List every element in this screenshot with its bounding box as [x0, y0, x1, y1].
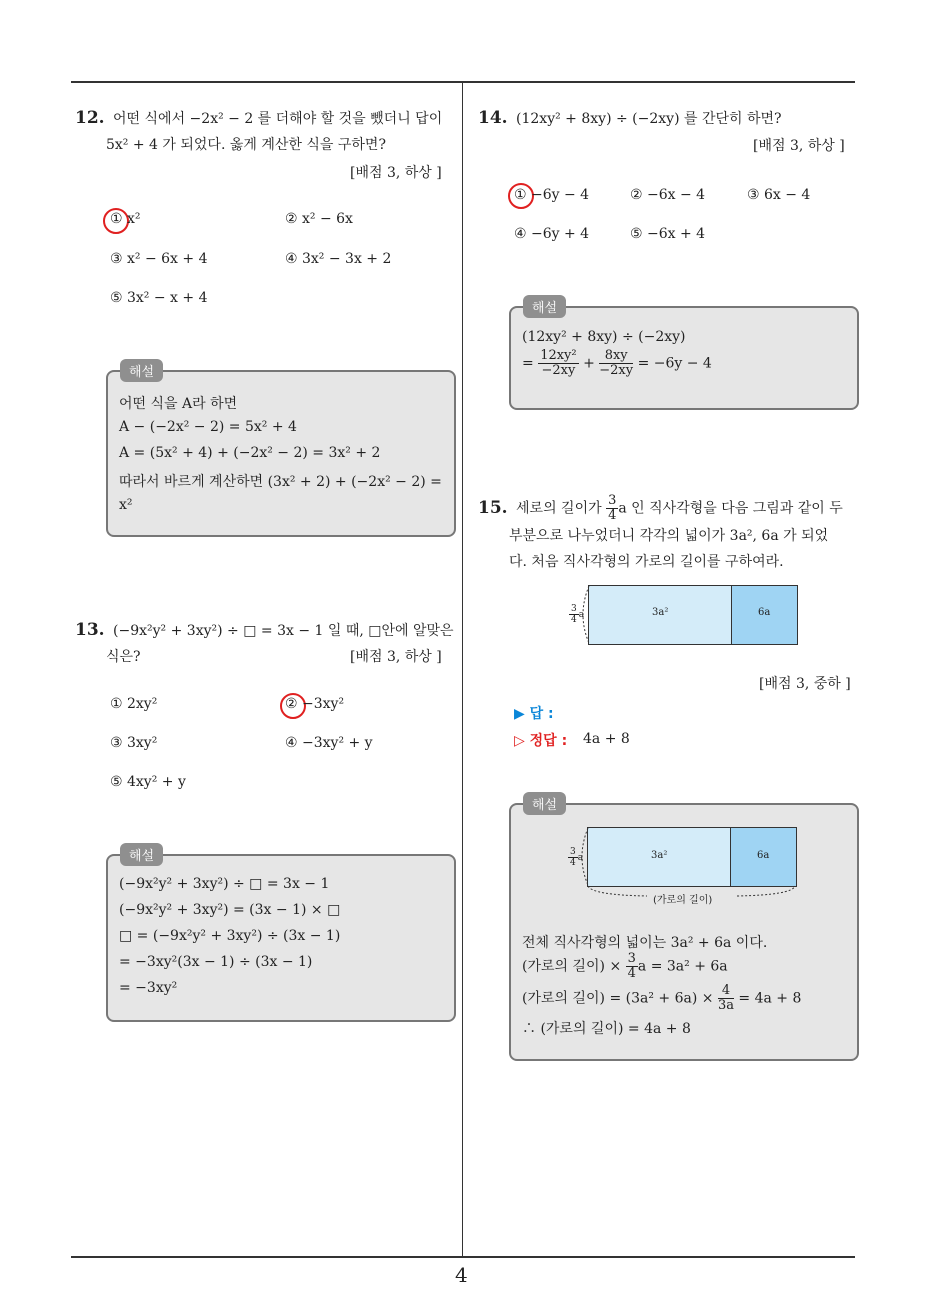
fraction [626, 952, 638, 981]
question-number: 13. [75, 620, 105, 640]
numerator: 12xy² [540, 348, 577, 363]
solution-line: 어떤 식을 A라 하면 [119, 396, 238, 412]
question-12 [75, 105, 455, 158]
result: = −6y − 4 [637, 355, 712, 372]
solution-line [522, 952, 728, 981]
question-number: 12. [75, 108, 105, 128]
solution-tag: 해설 [120, 843, 163, 866]
solution-line: A = (5x² + 4) + (−2x² − 2) = 3x² + 2 [119, 445, 381, 461]
denominator: 4 [608, 508, 617, 523]
option-4[interactable]: ④ 3x² − 3x + 2 [285, 251, 392, 267]
numerator: 8xy [599, 349, 633, 364]
option-1[interactable]: ① 2xy² [110, 696, 158, 712]
question-text: (12xy² + 8xy) ÷ (−2xy) 를 간단히 하면? [516, 111, 782, 127]
question-text: (−9x²y² + 3xy²) ÷ □ = 3x − 1 일 때, □안에 알맞은 [113, 623, 454, 639]
option-1[interactable]: ① −6y − 4 [514, 187, 590, 203]
solution-line: (12xy² + 8xy) ÷ (−2xy) [522, 329, 686, 345]
solution-tag: 해설 [120, 359, 163, 382]
numerator: 3 [571, 604, 577, 614]
solution-tag: 해설 [523, 295, 566, 318]
column-divider [462, 83, 463, 1258]
side-label [568, 847, 583, 868]
side-label [569, 604, 584, 625]
correct-value: 4a + 8 [583, 731, 630, 747]
variable: a [577, 853, 584, 863]
option-5[interactable]: ⑤ −6x + 4 [630, 226, 706, 242]
page-number: 4 [455, 1263, 468, 1287]
numerator: 3 [627, 951, 636, 966]
question-14 [478, 105, 858, 132]
solution-line: x² [119, 497, 133, 513]
fraction [538, 349, 578, 378]
text: (가로의 길이) = (3a² + 6a) × [522, 990, 714, 1007]
solution-tag: 해설 [523, 792, 566, 815]
solution-line: = −3xy² [119, 980, 178, 996]
area-label: 3a² [651, 850, 668, 861]
numerator: 3 [608, 493, 617, 508]
solution-line [522, 984, 801, 1013]
solution-line: = −3xy²(3x − 1) ÷ (3x − 1) [119, 954, 313, 970]
option-2[interactable]: ② −3xy² [285, 696, 345, 712]
question-text: 식은? [106, 649, 141, 665]
option-3[interactable]: ③ 3xy² [110, 735, 158, 751]
question-number: 15. [478, 497, 508, 518]
fraction [606, 494, 618, 523]
option-4[interactable]: ④ −3xy² + y [285, 735, 373, 751]
score-condition: [배점 3, 하상 ] [350, 649, 442, 665]
option-5[interactable]: ⑤ 4xy² + y [110, 774, 186, 790]
question-text: 다. 처음 직사각형의 가로의 길이를 구하여라. [509, 554, 784, 570]
fraction [718, 984, 734, 1013]
question-15 [478, 494, 863, 575]
solution-line: (−9x²y² + 3xy²) = (3x − 1) × □ [119, 902, 341, 918]
text: a = 3a² + 6a [637, 958, 728, 975]
score-condition: [배점 3, 하상 ] [753, 138, 845, 154]
fraction [599, 349, 633, 378]
question-text: 부분으로 나누었더니 각각의 넓이가 3a², 6a 가 되었 [509, 528, 829, 544]
plus-sign: + [583, 355, 595, 372]
numerator: 4 [718, 984, 734, 999]
solution-line: 전체 직사각형의 넓이는 3a² + 6a 이다. [522, 935, 768, 951]
equals-sign: = [522, 355, 534, 372]
question-number: 14. [478, 108, 508, 128]
solution-line: A − (−2x² − 2) = 5x² + 4 [119, 419, 297, 435]
option-2[interactable]: ② −6x − 4 [630, 187, 706, 203]
solution-line: □ = (−9x²y² + 3xy²) ÷ (3x − 1) [119, 928, 341, 944]
option-3[interactable]: ③ x² − 6x + 4 [110, 251, 208, 267]
solution-line: 따라서 바르게 계산하면 (3x² + 2) + (−2x² − 2) = [119, 474, 442, 490]
correct-label: ▷ 정답 : [514, 733, 568, 749]
denominator: −2xy [599, 363, 634, 378]
denominator: −2xy [541, 363, 576, 378]
solution-line: ∴ (가로의 길이) = 4a + 8 [522, 1021, 691, 1037]
denominator: 4 [571, 615, 577, 625]
option-1[interactable]: ① x² [110, 211, 141, 227]
variable: a [578, 610, 585, 620]
score-condition: [배점 3, 하상 ] [350, 165, 442, 181]
answer-label: ▶ 답 : [514, 706, 554, 722]
bottom-label: (가로의 길이) [653, 895, 713, 906]
area-label: 3a² [652, 607, 669, 618]
solution-line [522, 349, 712, 378]
option-4[interactable]: ④ −6y + 4 [514, 226, 590, 242]
denominator: 4 [627, 966, 636, 981]
question-text: 세로의 길이가 [516, 500, 602, 517]
question-text: a 인 직사각형을 다음 그림과 같이 두 [618, 500, 843, 517]
top-rule [71, 81, 855, 83]
question-text: 어떤 식에서 −2x² − 2 를 더해야 할 것을 뺐더니 답이 [113, 111, 443, 127]
question-text: 5x² + 4 가 되었다. 옳게 계산한 식을 구하면? [106, 137, 386, 153]
score-condition: [배점 3, 중하 ] [759, 676, 851, 692]
text: (가로의 길이) × [522, 958, 622, 975]
numerator: 3 [570, 847, 576, 857]
solution-line: (−9x²y² + 3xy²) ÷ □ = 3x − 1 [119, 876, 330, 892]
option-2[interactable]: ② x² − 6x [285, 211, 353, 227]
area-label: 6a [758, 607, 771, 618]
option-5[interactable]: ⑤ 3x² − x + 4 [110, 290, 208, 306]
denominator: 3a [717, 998, 734, 1013]
option-3[interactable]: ③ 6x − 4 [747, 187, 811, 203]
area-label: 6a [757, 850, 770, 861]
denominator: 4 [570, 858, 576, 868]
text: = 4a + 8 [738, 990, 802, 1007]
bottom-rule [71, 1256, 855, 1258]
